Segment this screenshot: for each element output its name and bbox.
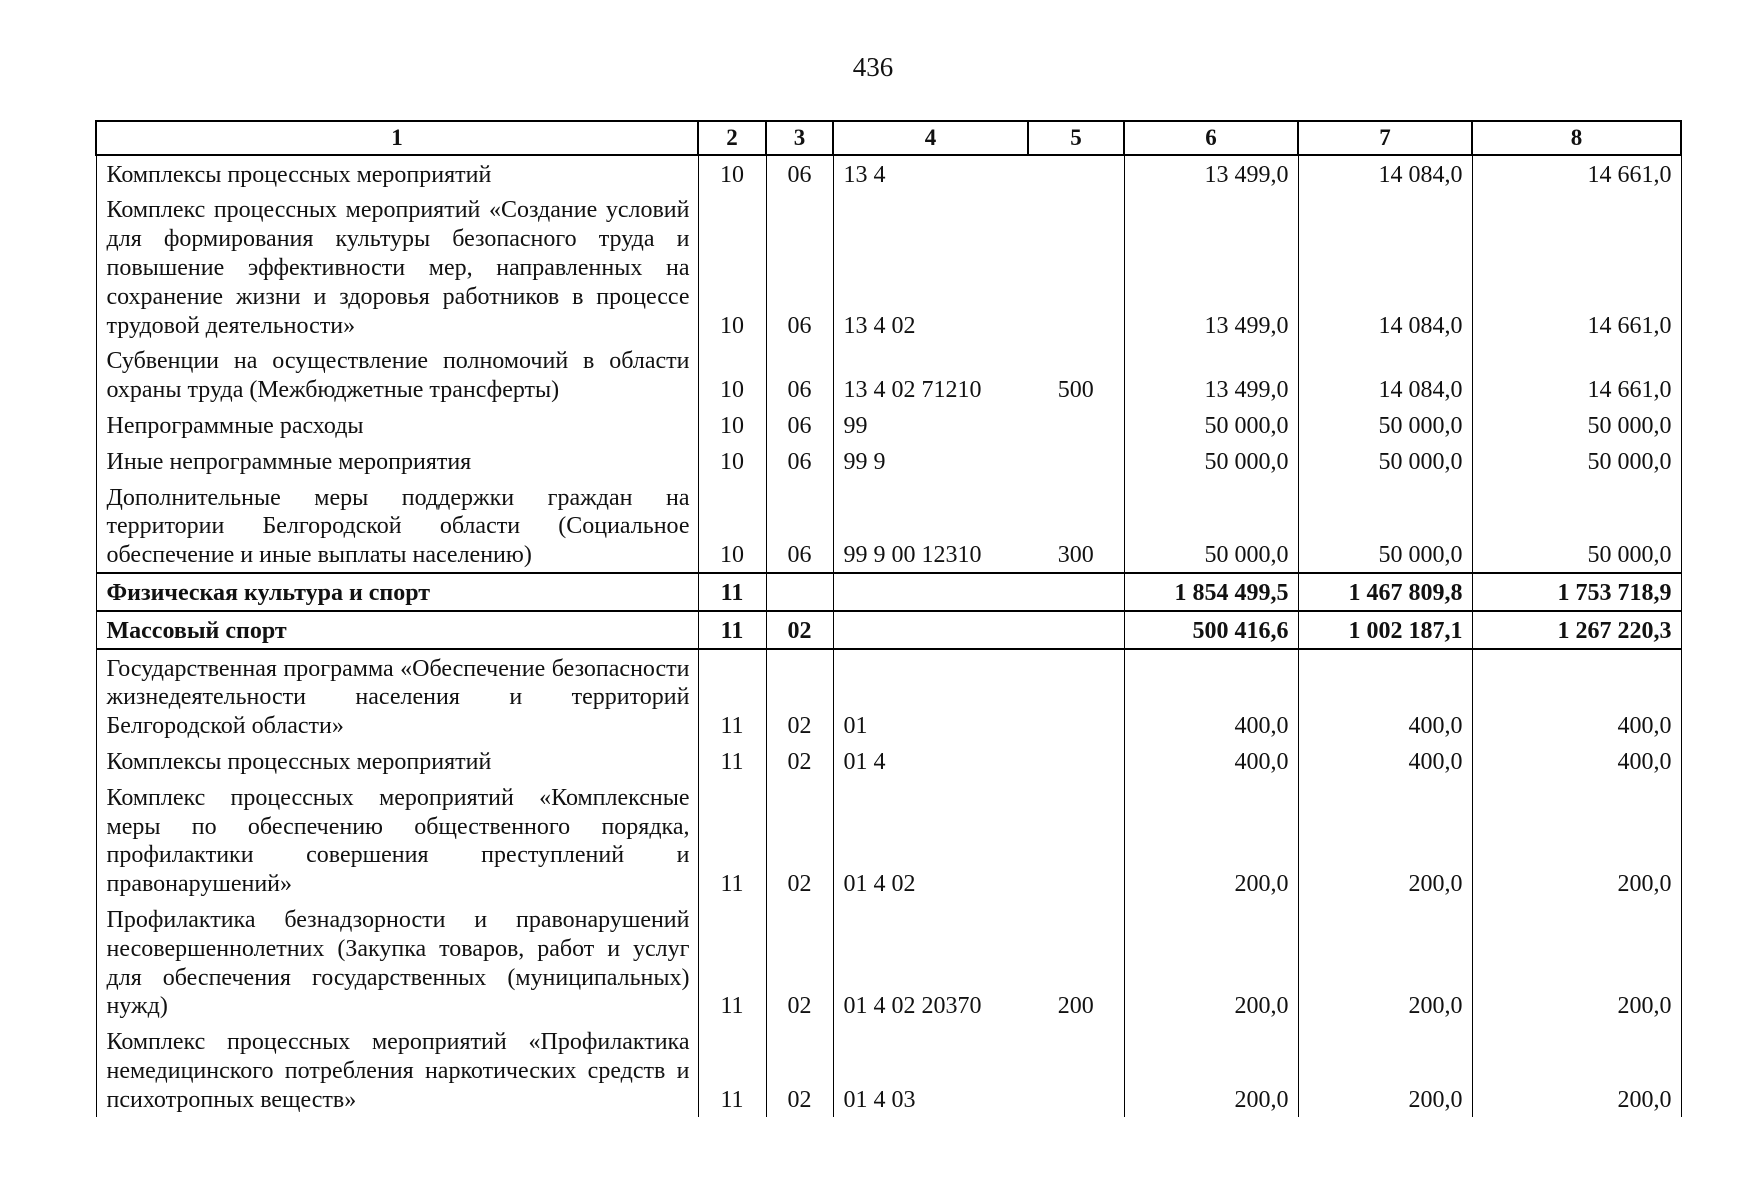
section-code-cell: 11	[698, 901, 766, 1023]
amount-year2-cell: 200,0	[1298, 901, 1472, 1023]
expense-type-cell	[1028, 573, 1124, 611]
section-code-cell: 10	[698, 155, 766, 192]
amount-year3-cell: 1 267 220,3	[1472, 611, 1681, 649]
section-code-cell: 10	[698, 443, 766, 479]
target-article-cell: 99 9	[833, 443, 1028, 479]
amount-year3-cell: 14 661,0	[1472, 191, 1681, 342]
table-row	[96, 611, 1681, 649]
expense-name-cell: Профилактика безнадзорности и правонарушений несовершеннолетних (Закупка товаров, работ и услуг для обеспечения государственных (муниципальных) нужд)	[96, 901, 698, 1023]
column-header: 5	[1028, 121, 1124, 155]
amount-year2-cell: 200,0	[1298, 779, 1472, 901]
expense-name-cell: Государственная программа «Обеспечение безопасности жизнедеятельности населения и территорий Белгородской области»	[96, 649, 698, 743]
subsection-code-cell: 02	[766, 743, 833, 779]
subsection-code-cell	[766, 573, 833, 611]
amount-year2-cell: 50 000,0	[1298, 407, 1472, 443]
expense-name-cell: Дополнительные меры поддержки граждан на территории Белгородской области (Социальное обеспечение и иные выплаты населению)	[96, 479, 698, 573]
table-row	[96, 573, 1681, 611]
section-code-cell: 10	[698, 191, 766, 342]
amount-year3-cell: 200,0	[1472, 779, 1681, 901]
target-article-cell: 99	[833, 407, 1028, 443]
column-header: 3	[766, 121, 833, 155]
expense-name-cell: Комплекс процессных мероприятий «Комплексные меры по обеспечению общественного порядка, профилактики совершения преступлений и правонарушений»	[96, 779, 698, 901]
amount-year3-cell: 400,0	[1472, 743, 1681, 779]
table-row	[96, 407, 1681, 443]
amount-year3-cell: 400,0	[1472, 649, 1681, 743]
subsection-code-cell: 02	[766, 649, 833, 743]
expense-name-cell: Комплексы процессных мероприятий	[96, 743, 698, 779]
amount-year1-cell: 1 854 499,5	[1124, 573, 1298, 611]
table-row	[96, 443, 1681, 479]
table-row	[96, 901, 1681, 1023]
amount-year1-cell: 13 499,0	[1124, 191, 1298, 342]
table-row	[96, 1023, 1681, 1116]
target-article-cell: 01 4	[833, 743, 1028, 779]
amount-year3-cell: 200,0	[1472, 901, 1681, 1023]
section-code-cell: 11	[698, 743, 766, 779]
page-number: 436	[852, 52, 894, 82]
target-article-cell: 13 4	[833, 155, 1028, 192]
target-article-cell: 13 4 02 71210	[833, 342, 1028, 407]
expense-type-cell	[1028, 191, 1124, 342]
target-article-cell: 01 4 02	[833, 779, 1028, 901]
expense-type-cell	[1028, 155, 1124, 192]
amount-year3-cell: 14 661,0	[1472, 342, 1681, 407]
expense-type-cell	[1028, 443, 1124, 479]
amount-year2-cell: 14 084,0	[1298, 155, 1472, 192]
expense-name-cell: Физическая культура и спорт	[96, 573, 698, 611]
header-row	[96, 121, 1681, 155]
amount-year2-cell: 400,0	[1298, 743, 1472, 779]
amount-year1-cell: 50 000,0	[1124, 443, 1298, 479]
subsection-code-cell: 02	[766, 1023, 833, 1116]
amount-year1-cell: 200,0	[1124, 779, 1298, 901]
section-code-cell: 11	[698, 573, 766, 611]
amount-year3-cell: 50 000,0	[1472, 443, 1681, 479]
amount-year1-cell: 200,0	[1124, 901, 1298, 1023]
amount-year1-cell: 500 416,6	[1124, 611, 1298, 649]
expense-name-cell: Иные непрограммные мероприятия	[96, 443, 698, 479]
expense-type-cell: 300	[1028, 479, 1124, 573]
table-row	[96, 743, 1681, 779]
expense-type-cell: 200	[1028, 901, 1124, 1023]
expense-type-cell	[1028, 611, 1124, 649]
subsection-code-cell: 02	[766, 779, 833, 901]
amount-year3-cell: 14 661,0	[1472, 155, 1681, 192]
target-article-cell	[833, 611, 1028, 649]
target-article-cell: 13 4 02	[833, 191, 1028, 342]
amount-year1-cell: 13 499,0	[1124, 155, 1298, 192]
section-code-cell: 10	[698, 407, 766, 443]
expense-name-cell: Субвенции на осуществление полномочий в области охраны труда (Межбюджетные трансферты)	[96, 342, 698, 407]
expense-name-cell: Комплекс процессных мероприятий «Создание условий для формирования культуры безопасного труда и повышение эффективности мер, направленных на сохранение жизни и здоровья работников в процессе трудовой деятельности»	[96, 191, 698, 342]
amount-year3-cell: 1 753 718,9	[1472, 573, 1681, 611]
section-code-cell: 11	[698, 779, 766, 901]
table-row	[96, 649, 1681, 743]
amount-year2-cell: 1 467 809,8	[1298, 573, 1472, 611]
target-article-cell: 01 4 03	[833, 1023, 1028, 1116]
subsection-code-cell: 02	[766, 901, 833, 1023]
amount-year1-cell: 50 000,0	[1124, 479, 1298, 573]
column-header: 1	[96, 121, 698, 155]
amount-year1-cell: 400,0	[1124, 649, 1298, 743]
column-header: 2	[698, 121, 766, 155]
amount-year3-cell: 200,0	[1472, 1023, 1681, 1116]
column-header: 7	[1298, 121, 1472, 155]
section-code-cell: 11	[698, 649, 766, 743]
amount-year3-cell: 50 000,0	[1472, 479, 1681, 573]
amount-year1-cell: 200,0	[1124, 1023, 1298, 1116]
expense-type-cell: 500	[1028, 342, 1124, 407]
subsection-code-cell: 06	[766, 407, 833, 443]
table-row	[96, 191, 1681, 342]
amount-year2-cell: 400,0	[1298, 649, 1472, 743]
amount-year1-cell: 400,0	[1124, 743, 1298, 779]
subsection-code-cell: 06	[766, 443, 833, 479]
section-code-cell: 10	[698, 342, 766, 407]
subsection-code-cell: 02	[766, 611, 833, 649]
subsection-code-cell: 06	[766, 191, 833, 342]
expense-type-cell	[1028, 1023, 1124, 1116]
expense-name-cell: Комплексы процессных мероприятий	[96, 155, 698, 192]
table-row	[96, 479, 1681, 573]
section-code-cell: 11	[698, 1023, 766, 1116]
subsection-code-cell: 06	[766, 342, 833, 407]
amount-year3-cell: 50 000,0	[1472, 407, 1681, 443]
column-header: 6	[1124, 121, 1298, 155]
amount-year2-cell: 50 000,0	[1298, 443, 1472, 479]
column-header: 4	[833, 121, 1028, 155]
subsection-code-cell: 06	[766, 155, 833, 192]
table-row	[96, 155, 1681, 192]
target-article-cell: 01 4 02 20370	[833, 901, 1028, 1023]
table-body	[96, 155, 1681, 1117]
expense-name-cell: Непрограммные расходы	[96, 407, 698, 443]
target-article-cell: 99 9 00 12310	[833, 479, 1028, 573]
amount-year1-cell: 50 000,0	[1124, 407, 1298, 443]
amount-year1-cell: 13 499,0	[1124, 342, 1298, 407]
expense-type-cell	[1028, 779, 1124, 901]
section-code-cell: 11	[698, 611, 766, 649]
target-article-cell	[833, 573, 1028, 611]
expense-name-cell: Массовый спорт	[96, 611, 698, 649]
table-row	[96, 779, 1681, 901]
subsection-code-cell: 06	[766, 479, 833, 573]
expense-type-cell	[1028, 649, 1124, 743]
expense-type-cell	[1028, 407, 1124, 443]
expense-type-cell	[1028, 743, 1124, 779]
expense-name-cell: Комплекс процессных мероприятий «Профилактика немедицинского потребления наркотических средств и психотропных веществ»	[96, 1023, 698, 1116]
amount-year2-cell: 1 002 187,1	[1298, 611, 1472, 649]
amount-year2-cell: 14 084,0	[1298, 191, 1472, 342]
target-article-cell: 01	[833, 649, 1028, 743]
amount-year2-cell: 14 084,0	[1298, 342, 1472, 407]
amount-year2-cell: 200,0	[1298, 1023, 1472, 1116]
budget-table	[95, 120, 1682, 1117]
amount-year2-cell: 50 000,0	[1298, 479, 1472, 573]
column-header: 8	[1472, 121, 1681, 155]
table-row	[96, 342, 1681, 407]
section-code-cell: 10	[698, 479, 766, 573]
